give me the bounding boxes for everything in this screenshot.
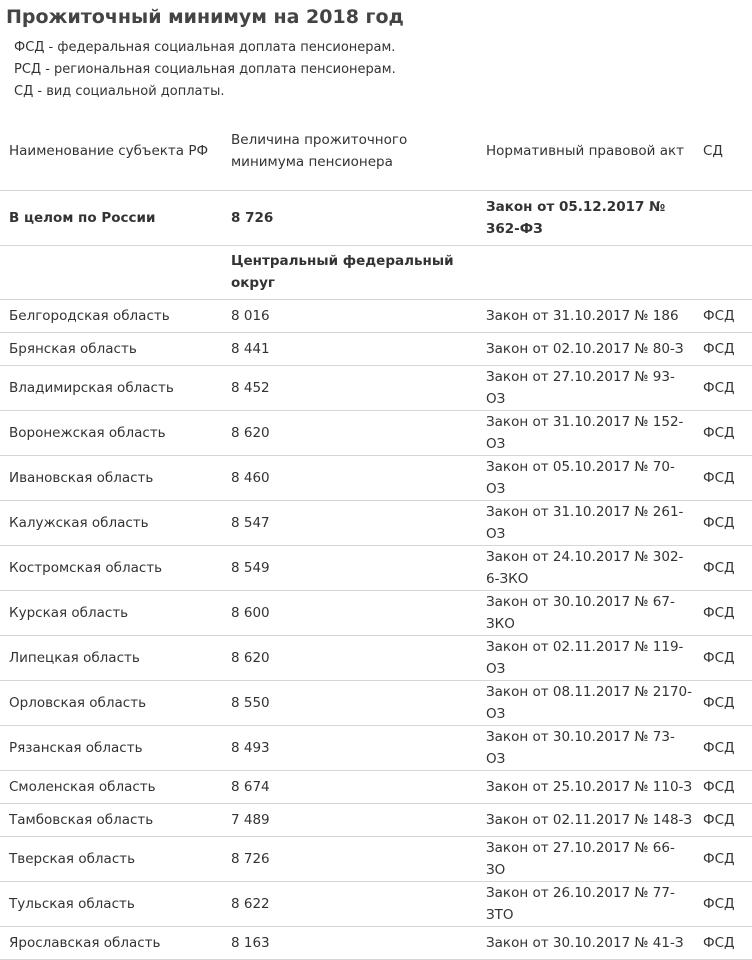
cell-minimum: 8 620 bbox=[226, 410, 478, 455]
total-russia-row bbox=[0, 190, 752, 245]
cell-sd: ФСД bbox=[700, 881, 752, 926]
table-row bbox=[0, 725, 752, 770]
legend-rsd: РСД - региональная социальная доплата пенсионерам. bbox=[14, 62, 396, 77]
cell-sd: ФСД bbox=[700, 365, 752, 410]
cell-minimum: 8 622 bbox=[226, 881, 478, 926]
cell-region: Рязанская область bbox=[0, 725, 226, 770]
cell-act: Закон от 05.10.2017 № 70-ОЗ bbox=[478, 455, 700, 500]
table-row bbox=[0, 770, 752, 803]
cell-act: Закон от 30.10.2017 № 67-ЗКО bbox=[478, 590, 700, 635]
cell-region: Владимирская область bbox=[0, 365, 226, 410]
cell-minimum: 7 489 bbox=[226, 803, 478, 836]
cell-act: Закон от 02.10.2017 № 80-З bbox=[478, 332, 700, 365]
cell-minimum: 8 441 bbox=[226, 332, 478, 365]
table-row bbox=[0, 680, 752, 725]
table-row bbox=[0, 590, 752, 635]
cell-act: Закон от 31.10.2017 № 152-ОЗ bbox=[478, 410, 700, 455]
cell-act: Закон от 30.10.2017 № 41-З bbox=[478, 926, 700, 959]
total-minimum: 8 726 bbox=[226, 190, 478, 245]
header-region: Наименование субъекта РФ bbox=[0, 112, 226, 190]
cell-region: Тамбовская область bbox=[0, 803, 226, 836]
table-row bbox=[0, 332, 752, 365]
district-empty-cell bbox=[0, 245, 226, 299]
cell-minimum: 8 726 bbox=[226, 836, 478, 881]
cell-sd: ФСД bbox=[700, 299, 752, 332]
page-title: Прожиточный минимум на 2018 год bbox=[6, 6, 404, 28]
cell-minimum: 8 547 bbox=[226, 500, 478, 545]
cell-act: Закон от 02.11.2017 № 148-З bbox=[478, 803, 700, 836]
cell-act: Закон от 25.10.2017 № 110-З bbox=[478, 770, 700, 803]
district-empty-cell bbox=[700, 245, 752, 299]
subsistence-minimum-table bbox=[0, 112, 752, 960]
cell-act: Закон от 31.10.2017 № 186 bbox=[478, 299, 700, 332]
table-row bbox=[0, 365, 752, 410]
cell-act: Закон от 30.10.2017 № 73-ОЗ bbox=[478, 725, 700, 770]
cell-minimum: 8 452 bbox=[226, 365, 478, 410]
cell-sd: ФСД bbox=[700, 803, 752, 836]
cell-sd: ФСД bbox=[700, 590, 752, 635]
cell-region: Смоленская область bbox=[0, 770, 226, 803]
cell-sd: ФСД bbox=[700, 332, 752, 365]
table-row bbox=[0, 836, 752, 881]
cell-sd: ФСД bbox=[700, 635, 752, 680]
cell-region: Тульская область bbox=[0, 881, 226, 926]
cell-region: Ярославская область bbox=[0, 926, 226, 959]
cell-sd: ФСД bbox=[700, 500, 752, 545]
cell-act: Закон от 27.10.2017 № 66-ЗО bbox=[478, 836, 700, 881]
cell-sd: ФСД bbox=[700, 455, 752, 500]
cell-region: Брянская область bbox=[0, 332, 226, 365]
legend-fsd: ФСД - федеральная социальная доплата пенсионерам. bbox=[14, 40, 396, 55]
cell-region: Костромская область bbox=[0, 545, 226, 590]
cell-minimum: 8 550 bbox=[226, 680, 478, 725]
header-sd: СД bbox=[700, 112, 752, 190]
cell-region: Белгородская область bbox=[0, 299, 226, 332]
total-sd bbox=[700, 190, 752, 245]
cell-minimum: 8 163 bbox=[226, 926, 478, 959]
cell-sd: ФСД bbox=[700, 545, 752, 590]
cell-region: Воронежская область bbox=[0, 410, 226, 455]
legend-sd: СД - вид социальной доплаты. bbox=[14, 84, 225, 99]
table-row bbox=[0, 500, 752, 545]
table-header-row bbox=[0, 112, 752, 190]
district-name: Центральный федеральный округ bbox=[226, 245, 478, 299]
cell-act: Закон от 26.10.2017 № 77-ЗТО bbox=[478, 881, 700, 926]
header-minimum: Величина прожиточного минимума пенсионера bbox=[226, 112, 478, 190]
cell-act: Закон от 31.10.2017 № 261-ОЗ bbox=[478, 500, 700, 545]
cell-minimum: 8 493 bbox=[226, 725, 478, 770]
cell-minimum: 8 674 bbox=[226, 770, 478, 803]
cell-act: Закон от 27.10.2017 № 93-ОЗ bbox=[478, 365, 700, 410]
cell-sd: ФСД bbox=[700, 680, 752, 725]
cell-region: Орловская область bbox=[0, 680, 226, 725]
cell-act: Закон от 02.11.2017 № 119-ОЗ bbox=[478, 635, 700, 680]
cell-sd: ФСД bbox=[700, 926, 752, 959]
cell-sd: ФСД bbox=[700, 725, 752, 770]
cell-act: Закон от 08.11.2017 № 2170-ОЗ bbox=[478, 680, 700, 725]
table-row bbox=[0, 455, 752, 500]
cell-minimum: 8 549 bbox=[226, 545, 478, 590]
cell-act: Закон от 24.10.2017 № 302-6-ЗКО bbox=[478, 545, 700, 590]
cell-minimum: 8 460 bbox=[226, 455, 478, 500]
cell-minimum: 8 016 bbox=[226, 299, 478, 332]
total-region: В целом по России bbox=[0, 190, 226, 245]
cell-sd: ФСД bbox=[700, 770, 752, 803]
cell-region: Тверская область bbox=[0, 836, 226, 881]
table-row bbox=[0, 881, 752, 926]
cell-sd: ФСД bbox=[700, 836, 752, 881]
table-row bbox=[0, 803, 752, 836]
cell-region: Липецкая область bbox=[0, 635, 226, 680]
table-row bbox=[0, 926, 752, 959]
district-empty-cell bbox=[478, 245, 700, 299]
table-row bbox=[0, 299, 752, 332]
cell-sd: ФСД bbox=[700, 410, 752, 455]
header-act: Нормативный правовой акт bbox=[478, 112, 700, 190]
table-row bbox=[0, 635, 752, 680]
cell-minimum: 8 600 bbox=[226, 590, 478, 635]
cell-region: Ивановская область bbox=[0, 455, 226, 500]
table-row bbox=[0, 410, 752, 455]
total-act: Закон от 05.12.2017 № 362-ФЗ bbox=[478, 190, 700, 245]
table-row bbox=[0, 545, 752, 590]
cell-region: Калужская область bbox=[0, 500, 226, 545]
district-row bbox=[0, 245, 752, 299]
subsistence-minimum-table-container bbox=[0, 112, 752, 960]
cell-minimum: 8 620 bbox=[226, 635, 478, 680]
cell-region: Курская область bbox=[0, 590, 226, 635]
